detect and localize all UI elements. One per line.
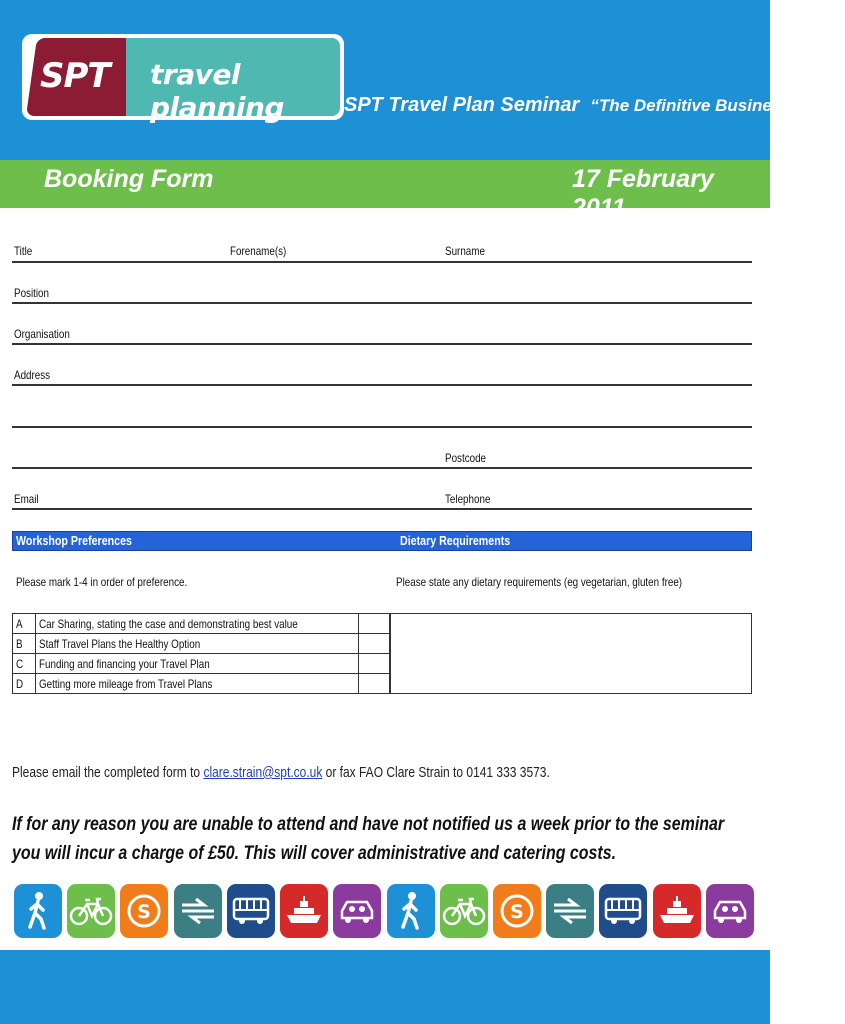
title-label: Title	[14, 244, 33, 258]
preference-input-a[interactable]	[358, 614, 389, 634]
workshop-name: Staff Travel Plans the Healthy Option	[36, 634, 359, 654]
workshop-letter: B	[13, 634, 36, 654]
walking-icon	[387, 884, 435, 938]
dietary-instruction: Please state any dietary requirements (eg vegetarian, gluten free)	[396, 575, 683, 589]
svg-text:S: S	[137, 901, 152, 923]
forename-label: Forename(s)	[230, 244, 287, 258]
surname-label: Surname	[445, 244, 485, 258]
logo-travel-planning-text: travel planning	[150, 58, 284, 124]
dietary-requirements-heading: Dietary Requirements	[400, 533, 511, 548]
preference-input-b[interactable]	[358, 634, 389, 654]
email-label: Email	[14, 492, 39, 506]
organisation-field-line[interactable]	[12, 343, 752, 345]
car-share-icon	[333, 884, 381, 938]
cycling-icon	[440, 884, 488, 938]
email-telephone-field-line[interactable]	[12, 508, 752, 510]
svg-text:S: S	[510, 901, 524, 923]
note-suffix: or fax FAO Clare Strain to 0141 333 3573.	[322, 764, 550, 781]
bus-icon	[227, 884, 275, 938]
bus-icon	[599, 884, 647, 938]
email-link[interactable]: clare.strain@spt.co.uk	[203, 764, 323, 781]
ferry-icon	[280, 884, 328, 938]
seminar-title	[344, 94, 845, 117]
postcode-field-line[interactable]	[12, 467, 752, 469]
footer-band	[0, 950, 770, 1024]
table-row	[13, 634, 390, 654]
position-field-line[interactable]	[12, 302, 752, 304]
workshop-name: Funding and financing your Travel Plan	[36, 654, 359, 674]
seminar-name: SPT Travel Plan Seminar	[344, 94, 580, 116]
preference-input-c[interactable]	[358, 654, 389, 674]
address-label: Address	[14, 368, 51, 382]
workshop-table	[12, 613, 390, 694]
note-prefix: Please email the completed form to	[12, 764, 204, 781]
address-field-line-1[interactable]	[12, 384, 752, 386]
workshop-instruction: Please mark 1-4 in order of preference.	[16, 575, 188, 589]
workshop-letter: A	[13, 614, 36, 634]
cancellation-warning: If for any reason you are unable to attend and have not notified us a week prior to the seminar you will incur a charge of £50. This will cover administrative and catering costs.	[12, 814, 725, 864]
address-field-line-2[interactable]	[12, 426, 752, 428]
preference-input-d[interactable]	[358, 674, 389, 694]
postcode-label: Postcode	[445, 451, 487, 465]
car-share-icon	[706, 884, 754, 938]
booking-form-title: Booking Form	[44, 165, 214, 193]
rail-icon	[174, 884, 222, 938]
organisation-label: Organisation	[14, 327, 70, 341]
table-row	[13, 674, 390, 694]
table-row	[13, 614, 390, 634]
walking-icon	[14, 884, 62, 938]
telephone-label: Telephone	[445, 492, 491, 506]
workshop-name: Car Sharing, stating the case and demonstrating best value	[36, 614, 359, 634]
spt-logo	[22, 34, 344, 124]
event-date: 17 February 2011	[572, 165, 714, 222]
workshop-name: Getting more mileage from Travel Plans	[36, 674, 359, 694]
transport-icon-strip	[14, 884, 754, 940]
workshop-preferences-heading: Workshop Preferences	[16, 533, 132, 548]
logo-spt-text: SPT	[40, 56, 110, 96]
submission-note	[12, 764, 550, 781]
position-label: Position	[14, 286, 50, 300]
seminar-subtitle: “The Definitive Business Case”	[590, 96, 845, 115]
ferry-icon	[653, 884, 701, 938]
cycling-icon	[67, 884, 115, 938]
name-field-line[interactable]	[12, 261, 752, 263]
dietary-requirements-field[interactable]	[390, 613, 752, 694]
workshop-letter: C	[13, 654, 36, 674]
workshop-letter: D	[13, 674, 36, 694]
subway-icon	[493, 884, 541, 938]
subway-icon	[120, 884, 168, 938]
rail-icon	[546, 884, 594, 938]
table-row	[13, 654, 390, 674]
